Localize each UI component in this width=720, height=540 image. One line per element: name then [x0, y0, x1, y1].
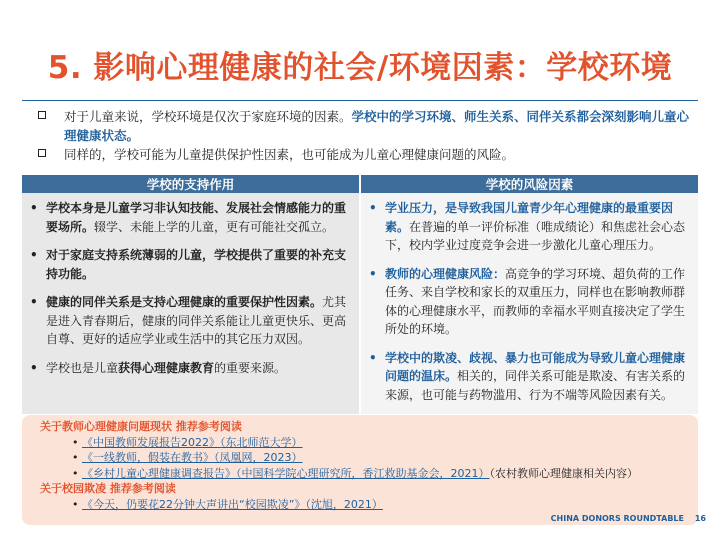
reading-references [22, 415, 698, 525]
item-bold: 学校本身是儿童学习非认知技能、发展社会情感能力的重要场所。 [46, 201, 347, 234]
item-bold: 获得心理健康教育 [118, 360, 215, 375]
item-text: 辍学、未能上学的儿童，更有可能社交孤立。 [94, 219, 335, 234]
square-bullet-icon [38, 149, 46, 157]
list-item [369, 349, 688, 405]
item-bold: 教师的心理健康风险： [385, 266, 506, 281]
intro-text-1: 对于儿童来说，学校环境是仅次于家庭环境的因素。 [64, 109, 352, 124]
bullet-dot-icon: • [30, 360, 38, 375]
page-title: 5. 影响心理健康的社会/环境因素：学校环境 [47, 50, 673, 86]
list-item [30, 199, 349, 236]
teacher-reading-heading: 关于教师心理健康问题现状 推荐参考阅读 [40, 420, 242, 433]
list-item [369, 199, 688, 255]
intro-highlight-1: 学校中的学习环境、师生关系、同伴关系都会深刻影响儿童心理健康状态。 [64, 109, 690, 143]
list-item [30, 359, 349, 378]
bullet-dot-icon: • [30, 201, 38, 215]
table-body [22, 193, 698, 414]
item-bold: 学校中的欺凌、歧视、暴力也可能成为导致儿童心理健康问题的温床。 [385, 350, 686, 383]
item-bold: 学业压力，是导致我国儿童青少年心理健康的最重要因素。 [385, 201, 674, 234]
reference-link-3[interactable]: 《乡村儿童心理健康调查报告》（中国科学院心理研究所，香江救助基金会，2021） [82, 466, 490, 480]
bullet-dot-icon: • [369, 350, 377, 365]
comparison-table [22, 175, 698, 411]
reference-link-2[interactable]: 《一线教师，假装在教书》（凤凰网，2023） [82, 451, 303, 464]
support-header: 学校的支持作用 [22, 175, 359, 193]
title-divider [22, 100, 698, 101]
reference-link-1[interactable]: 《中国教师发展报告2022》（东北师范大学） [82, 435, 303, 449]
list-item [22, 497, 698, 513]
item-text: 的重要来源。 [214, 360, 287, 375]
intro-bullets [38, 107, 692, 164]
intro-bullet-1 [38, 107, 692, 145]
intro-text-2: 同样的，学校可能为儿童提供保护性因素，也可能成为儿童心理健康问题的风险。 [64, 147, 515, 162]
support-column [22, 193, 359, 414]
intro-bullet-2 [38, 145, 692, 164]
bullying-reading-heading: 关于校园欺凌 推荐参考阅读 [40, 482, 176, 495]
bullet-dot-icon: • [30, 248, 38, 262]
footer-brand: CHINA DONORS ROUNDTABLE [550, 514, 684, 523]
risk-header: 学校的风险因素 [361, 175, 698, 193]
page-number: 16 [694, 514, 706, 523]
bullet-dot-icon: • [72, 497, 79, 511]
bullet-dot-icon: • [369, 201, 377, 215]
item-text: 相关的，同伴关系可能是欺凌、有害关系的来源，也可能与药物滥用、行为不端等风险因素有关。 [385, 369, 686, 402]
bullet-dot-icon: • [30, 295, 38, 309]
bullet-dot-icon: • [72, 451, 79, 464]
bullet-dot-icon: • [72, 466, 79, 480]
item-text: 学校也是儿童 [46, 360, 119, 375]
bullet-dot-icon: • [72, 435, 79, 449]
list-item [22, 435, 698, 451]
list-item [369, 265, 688, 339]
item-bold: 健康的同伴关系是支持心理健康的重要保护性因素。 [46, 295, 323, 309]
table-header [22, 175, 698, 193]
list-item [22, 466, 698, 482]
square-bullet-icon [38, 111, 46, 119]
reference-note: （农村教师心理健康相关内容） [489, 466, 638, 480]
list-item [30, 293, 349, 349]
item-text: 在普遍的单一评价标准（唯成绩论）和焦虑社会心态下，校内学业过度竞争会进一步激化儿童心理压力。 [385, 219, 686, 252]
list-item [22, 450, 698, 466]
item-text: 高竞争的学习环境、超负荷的工作任务、来自学校和家长的双重压力，同样也在影响教师群体的心理健康水平，而教师的幸福水平则直接决定了学生所处的环境。 [385, 266, 686, 336]
item-text: 尤其是进入青春期后，健康的同伴关系能让儿童更快乐、更高自尊、更好的适应学业或生活中的其它压力双因。 [46, 295, 347, 346]
risk-column [361, 193, 698, 414]
list-item [30, 246, 349, 283]
bullet-dot-icon: • [369, 266, 377, 281]
reference-link-4[interactable]: 《今天，仍要花22分钟大声讲出“校园欺凌”》（沈旭，2021） [82, 497, 383, 511]
item-bold: 对于家庭支持系统薄弱的儿童，学校提供了重要的补充支持功能。 [46, 248, 347, 281]
